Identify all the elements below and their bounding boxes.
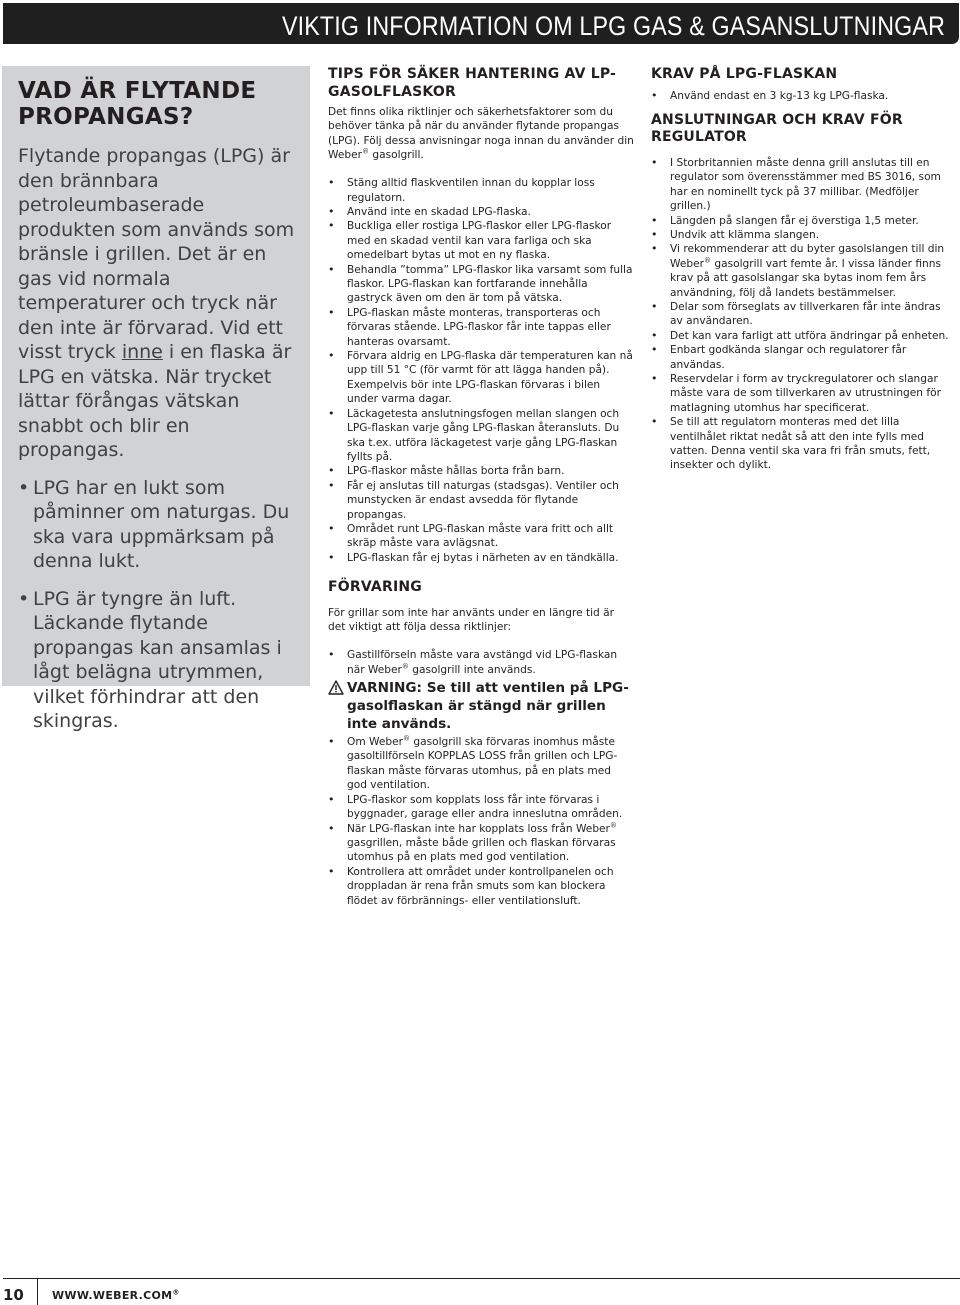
connections-heading: ANSLUTNINGAR OCH KRAV FÖR REGULATOR <box>651 111 903 146</box>
sidebar-intro-underlined: inne <box>121 341 163 363</box>
list-item: • Kontrollera att området under kontrollpanelen och droppladan är rena från smuts som kan blockera flödet av förbrännings- eller ventilationsluft. <box>328 865 634 908</box>
list-item: • Förvara aldrig en LPG-flaska där temperaturen kan nå upp till 51 °C (för varmt för att lägga handen på). Exempelvis bör inte LPG-flaskan förvaras i bilen under varma dagar. <box>328 349 634 407</box>
list-item-text-end: gasgrillen, måste både grillen och flaskan förvaras utomhus på en plats med god ventilation. <box>347 836 616 864</box>
list-item-text: När LPG-flaskan inte har kopplats loss från Weber <box>347 822 610 835</box>
list-item <box>328 822 634 865</box>
lpg-info-sidebar <box>2 66 310 732</box>
list-item: • LPG-flaskan måste monteras, transporteras och förvaras stående. LPG-flaskor får inte tappas eller hanteras ovarsamt. <box>328 306 634 349</box>
page-footer <box>0 1278 960 1305</box>
registered-mark: ® <box>361 147 369 156</box>
list-item: • LPG-flaskor måste hållas borta från barn. <box>328 464 634 478</box>
list-item: • Använd endast en 3 kg-13 kg LPG-flaska. <box>651 89 956 103</box>
website-text: WWW.WEBER.COM <box>52 1289 173 1302</box>
list-item-text: Vi rekommenderar att du byter gasolslangen till din Weber <box>670 243 945 270</box>
sidebar-bullet-text: LPG är tyngre än luft. Läckande flytande propangas kan ansamlas i lågt belägna utrymmen, vilket förhindrar att den skingras. <box>33 587 282 732</box>
list-item <box>651 242 956 300</box>
list-item-text-end: gasolgrill inte används. <box>408 663 536 676</box>
tips-intro-text: Det finns olika riktlinjer och säkerhetsfaktorer som du behöver tänka på när du använder flytande propangas (LPG). Följ dessa anvisningar noga innan du använder din Weber <box>328 106 634 161</box>
list-item-text-end: gasolgrill ska förvaras inomhus måste gasoltillförseln KOPPLAS LOSS från grillen och LPG-flaskan måste förvaras utomhus, på en plats med god ventilation. <box>347 736 618 792</box>
list-item <box>328 735 634 793</box>
page-header-bar <box>3 3 959 44</box>
storage-list <box>328 648 634 677</box>
sidebar-bullet-text: LPG har en lukt som påminner om naturgas. Du ska vara uppmärksam på denna lukt. <box>33 476 290 572</box>
list-item: • Längden på slangen får ej överstiga 1,5 meter. <box>651 214 956 228</box>
list-item: • Buckliga eller rostiga LPG-flaskor eller LPG-flaskor med en skadad ventil kan vara farliga och ska omedelbart bytas ut mot en ny flaska. <box>328 219 634 262</box>
list-item-text-end: gasolgrill vart femte år. I vissa länder finns krav på att gasolslangar ska bytas inom fem års användning, följ då landets bestämmelser. <box>670 257 941 299</box>
list-item: • Se till att regulatorn monteras med det lilla ventilhålet riktat nedåt så att den inte fylls med vatten. Denna ventil ska vara fri från smuts, fett, insekter och dylikt. <box>651 415 956 473</box>
registered-mark: ® <box>172 1288 180 1297</box>
registered-mark: ® <box>703 256 711 265</box>
storage-intro: För grillar som inte har använts under en längre tid är det viktigt att följa dessa riktlinjer: <box>328 606 614 633</box>
list-item: • Undvik att klämma slangen. <box>651 228 956 242</box>
list-item: • Reservdelar i form av tryckregulatorer och slangar måste vara de som tillverkaren av utrustningen för matlagning utomhus har specificerat. <box>651 372 956 415</box>
tips-intro-text-end: gasolgrill. <box>368 148 424 161</box>
footer-website <box>52 1289 180 1303</box>
sidebar-intro-text-end: i en flaska är LPG en vätska. När trycket lättar förångas vätskan snabbt och blir en propangas. <box>18 341 292 461</box>
sidebar-bullet <box>18 476 300 574</box>
list-item: • Området runt LPG-flaskan måste vara fritt och allt skräp måste vara avlägsnat. <box>328 522 634 551</box>
list-item-text: Gastillförseln måste vara avstängd vid LPG-flaskan när Weber <box>347 649 618 676</box>
list-item: • Stäng alltid flaskventilen innan du kopplar loss regulatorn. <box>328 176 634 205</box>
requirements-column <box>651 66 956 473</box>
sidebar-heading: VAD ÄR FLYTANDE PROPANGAS? <box>18 78 257 130</box>
list-item: • Behandla ”tomma” LPG-flaskor lika varsamt som fulla flaskor. LPG-flaskan kan fortfarande innehålla gastryck även om den är tom på vätska. <box>328 263 634 306</box>
registered-mark: ® <box>403 734 410 743</box>
storage-list-continued <box>328 735 634 908</box>
warning-triangle-icon <box>328 680 344 695</box>
warning-notice <box>328 679 634 733</box>
warning-text: VARNING: Se till att ventilen på LPG-gasolflaskan är stängd när grillen inte används. <box>347 680 629 733</box>
tips-heading: TIPS FÖR SÄKER HANTERING AV LP-GASOLFLASKOR <box>328 66 617 100</box>
footer-rule <box>3 1278 960 1279</box>
registered-mark: ® <box>609 820 617 829</box>
footer-divider <box>37 1278 38 1305</box>
storage-heading: FÖRVARING <box>328 579 422 596</box>
cylinder-requirements-heading: KRAV PÅ LPG-FLASKAN <box>651 66 838 82</box>
sidebar-intro-text: Flytande propangas (LPG) är den brännbara petroleumbaserade produkten som används som bränsle i grillen. Det är en gas vid normala temperaturer och tryck när den inte är förvarad. Vid ett visst tryck <box>18 145 295 363</box>
page-header-title: VIKTIG INFORMATION OM LPG GAS & GASANSLUTNINGAR <box>281 11 945 41</box>
list-item: • Enbart godkända slangar och regulatorer får användas. <box>651 343 956 372</box>
sidebar-bullet <box>18 587 300 734</box>
safety-tips-column <box>328 66 634 908</box>
sidebar-intro <box>18 144 300 463</box>
page-number: 10 <box>3 1286 24 1304</box>
cylinder-list <box>651 89 956 103</box>
list-item: • Använd inte en skadad LPG-flaska. <box>328 205 634 219</box>
list-item <box>328 648 634 677</box>
registered-mark: ® <box>401 662 409 671</box>
list-item-text: Om Weber <box>347 736 403 749</box>
tips-intro <box>328 105 634 162</box>
bullet-icon: • <box>18 587 30 610</box>
list-item: • LPG-flaskor som kopplats loss får inte förvaras i byggnader, garage eller andra inneslutna områden. <box>328 793 634 822</box>
tips-list <box>328 176 634 565</box>
list-item: • Får ej anslutas till naturgas (stadsgas). Ventiler och munstycken är endast avsedda för flytande propangas. <box>328 479 634 522</box>
bullet-icon: • <box>18 476 30 499</box>
list-item: • Det kan vara farligt att utföra ändringar på enheten. <box>651 329 956 343</box>
list-item: • Läckagetesta anslutningsfogen mellan slangen och LPG-flaskan varje gång LPG-flaskan återansluts. Du ska t.ex. utföra läckagetest varje gång LPG-flaskan fyllts på. <box>328 407 634 465</box>
list-item: • Delar som förseglats av tillverkaren får inte ändras av användaren. <box>651 300 956 329</box>
list-item: • LPG-flaskan får ej bytas i närheten av en tändkälla. <box>328 551 634 565</box>
connections-list <box>651 156 956 473</box>
list-item: • I Storbritannien måste denna grill anslutas till en regulator som överensstämmer med BS 3016, som har en nominellt tyck på 37 millibar. (Medföljer grillen.) <box>651 156 956 214</box>
